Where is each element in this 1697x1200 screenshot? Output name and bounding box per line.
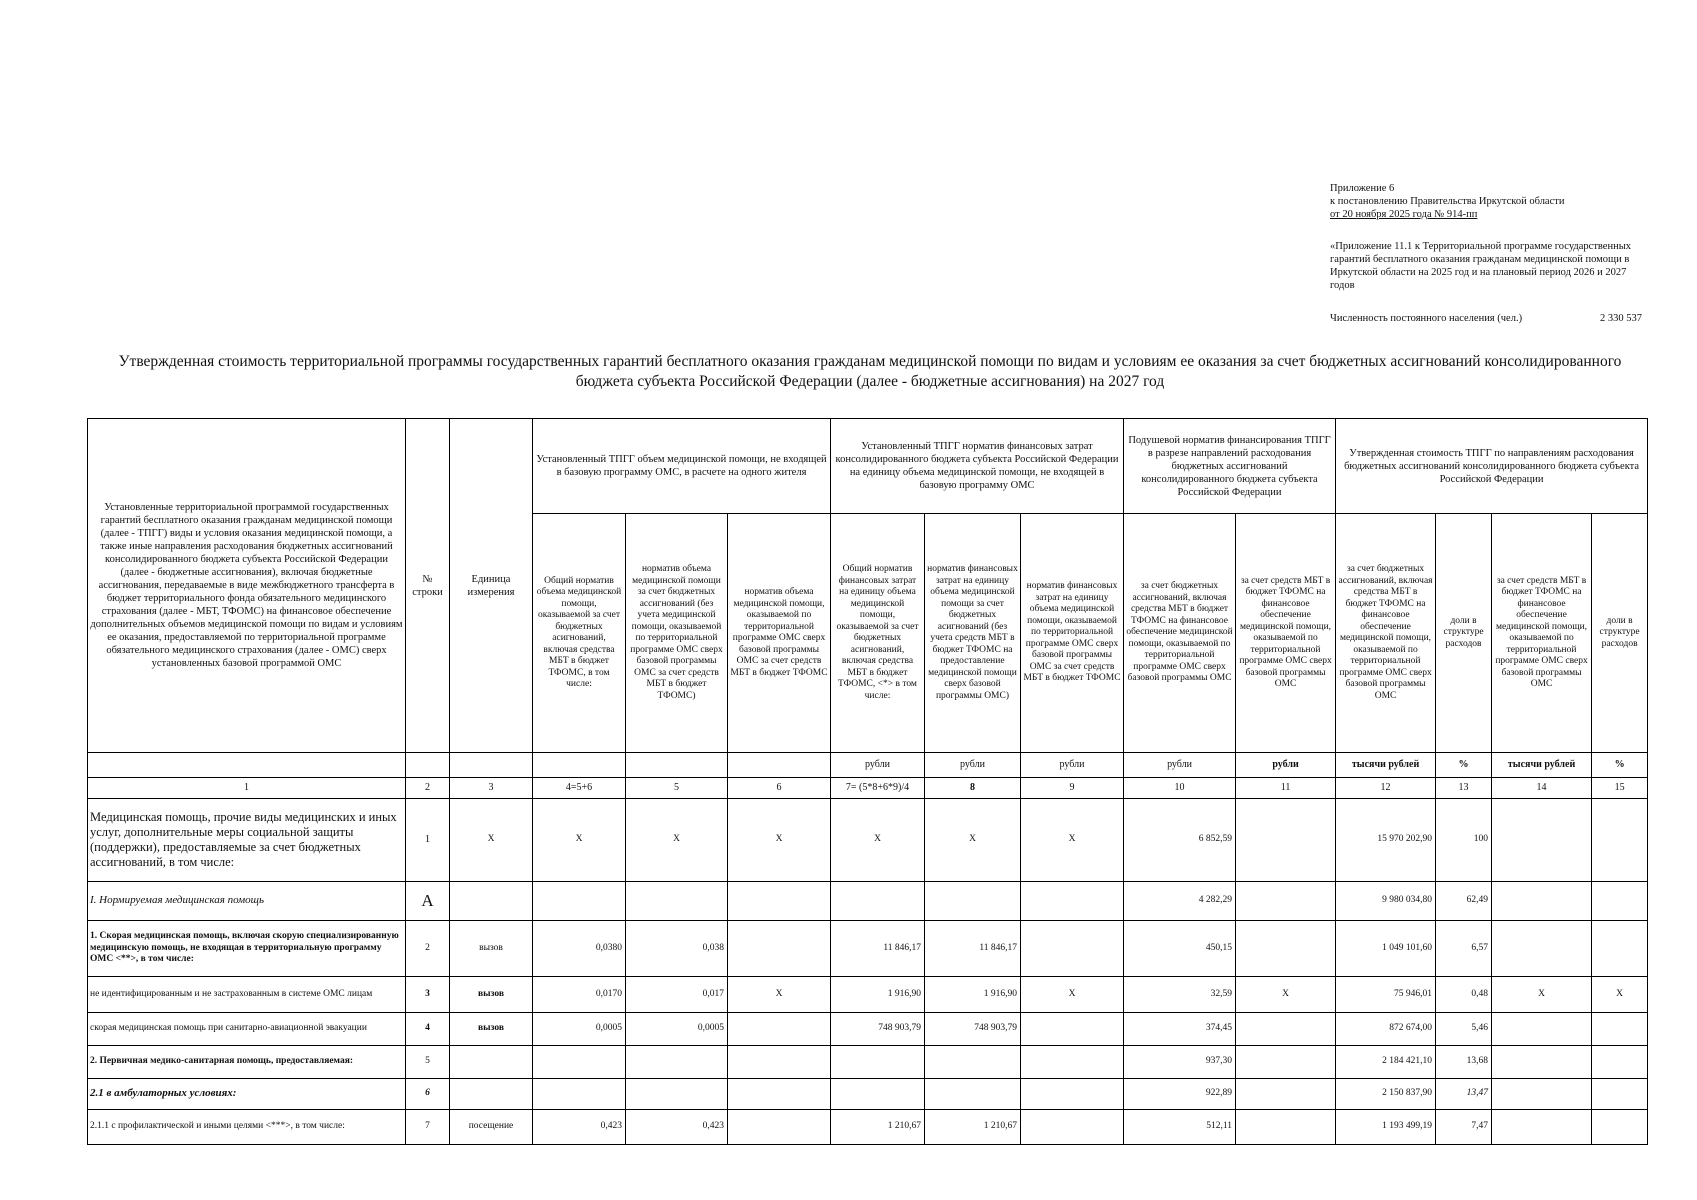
cell-c8: 11 846,17 [925, 921, 1021, 977]
column-number: 2 [406, 778, 450, 799]
cell-c9 [1021, 882, 1124, 921]
cell-c6 [728, 1110, 831, 1145]
column-number: 11 [1236, 778, 1336, 799]
unit-cell: рубли [1021, 753, 1124, 778]
cell-c12: 872 674,00 [1336, 1013, 1436, 1046]
cell-c5 [626, 882, 728, 921]
cell-c5 [626, 1046, 728, 1079]
subheader-c9: норматив финансовых затрат на единицу объема медицинской помощи, оказываемой по территориальной программе ОМС сверх базовой программы ОМС за счет средств МБТ в бюджет ТФОМС [1021, 514, 1124, 753]
unit-cell: % [1592, 753, 1648, 778]
row-name: скорая медицинская помощь при санитарно-авиационной эвакуации [88, 1013, 406, 1046]
unit-cell: рубли [831, 753, 925, 778]
cell-c13: 13,47 [1436, 1079, 1492, 1110]
unit-cell [450, 753, 533, 778]
cell-c14 [1492, 799, 1592, 882]
cell-c15 [1592, 882, 1648, 921]
row-name: 2.1 в амбулаторных условиях: [88, 1079, 406, 1110]
population-label: Численность постоянного населения (чел.) [1330, 313, 1523, 324]
cell-c9: Х [1021, 799, 1124, 882]
table-row [88, 799, 1648, 882]
cell-c12: 15 970 202,90 [1336, 799, 1436, 882]
cell-c7 [831, 1079, 925, 1110]
cell-c4: Х [533, 799, 626, 882]
cell-c12: 1 193 499,19 [1336, 1110, 1436, 1145]
cell-c13: 7,47 [1436, 1110, 1492, 1145]
annex-title: Приложение 6 [1330, 183, 1395, 194]
cell-c14 [1492, 921, 1592, 977]
cell-c9 [1021, 1110, 1124, 1145]
cell-c4 [533, 882, 626, 921]
cell-c10: 4 282,29 [1124, 882, 1236, 921]
population-value: 2 330 537 [1600, 313, 1642, 324]
cell-c6 [728, 921, 831, 977]
cell-c12: 2 150 837,90 [1336, 1079, 1436, 1110]
column-number: 13 [1436, 778, 1492, 799]
table-row [88, 1013, 1648, 1046]
header-per-capita: Подушевой норматив финансирования ТПГГ в разрезе направлений расходования бюджетных ассигнований консолидированного бюджета субъекта Российской Федерации [1124, 419, 1336, 514]
cell-c15 [1592, 1046, 1648, 1079]
population-line [1330, 313, 1642, 324]
cell-c14 [1492, 882, 1592, 921]
table-row [88, 1046, 1648, 1079]
row-number: 5 [406, 1046, 450, 1079]
column-number: 15 [1592, 778, 1648, 799]
annex-to: к постановлению Правительства Иркутской области [1330, 196, 1565, 207]
column-number: 6 [728, 778, 831, 799]
cell-c15 [1592, 921, 1648, 977]
units-row [88, 753, 1648, 778]
cell-c4: 0,0170 [533, 977, 626, 1013]
row-name: не идентифицированным и не застрахованным в системе ОМС лицам [88, 977, 406, 1013]
row-unit [450, 1046, 533, 1079]
cell-c11 [1236, 1046, 1336, 1079]
row-name: Медицинская помощь, прочие виды медицинских и иных услуг, дополнительные меры социальной защиты (поддержки), предоставляемые за счет бюджетных ассигнований, в том числе: [88, 799, 406, 882]
unit-cell: рубли [1124, 753, 1236, 778]
subheader-c10: за счет бюджетных ассигнований, включая средства МБТ в бюджет ТФОМС на финансовое обеспечение медицинской помощи, оказываемой по территориальной программе ОМС сверх базовой программы ОМС [1124, 514, 1236, 753]
cell-c6 [728, 1013, 831, 1046]
cell-c14: Х [1492, 977, 1592, 1013]
unit-cell: тысячи рублей [1492, 753, 1592, 778]
row-number: 2 [406, 921, 450, 977]
subheader-c11: за счет средств МБТ в бюджет ТФОМС на финансовое обеспечение медицинской помощи, оказываемой по территориальной программе ОМС сверх базовой программы ОМС [1236, 514, 1336, 753]
unit-cell: % [1436, 753, 1492, 778]
subheader-c6: норматив объема медицинской помощи, оказываемой по территориальной программе ОМС сверх базовой программы ОМС за счет средств МБТ в бюджет ТФОМС [728, 514, 831, 753]
column-number: 9 [1021, 778, 1124, 799]
cell-c13: 0,48 [1436, 977, 1492, 1013]
cell-c4: 0,0005 [533, 1013, 626, 1046]
cell-c12: 1 049 101,60 [1336, 921, 1436, 977]
cell-c11 [1236, 1013, 1336, 1046]
cell-c10: 512,11 [1124, 1110, 1236, 1145]
cell-c12: 2 184 421,10 [1336, 1046, 1436, 1079]
unit-cell [533, 753, 626, 778]
row-name: I. Нормируемая медицинская помощь [88, 882, 406, 921]
annex-block [1330, 182, 1564, 221]
annex-date: от 20 ноября 2025 года № 914-пп [1330, 209, 1478, 220]
cell-c13: 6,57 [1436, 921, 1492, 977]
subheader-c5: норматив объема медицинской помощи за счет бюджетных ассигнований (без учета медицинской помощи, оказываемой по территориальной программе ОМС сверх базовой программы ОМС за счет средств МБТ в бюджет ТФОМС) [626, 514, 728, 753]
cell-c7 [831, 1046, 925, 1079]
row-name: 2.1.1 с профилактической и иными целями <***>, в том числе: [88, 1110, 406, 1145]
cell-c15: Х [1592, 977, 1648, 1013]
cell-c11 [1236, 799, 1336, 882]
row-unit: посещение [450, 1110, 533, 1145]
unit-cell [728, 753, 831, 778]
cell-c8 [925, 1079, 1021, 1110]
cell-c10: 450,15 [1124, 921, 1236, 977]
cell-c15 [1592, 1079, 1648, 1110]
cell-c11: Х [1236, 977, 1336, 1013]
column-number: 12 [1336, 778, 1436, 799]
cell-c13: 100 [1436, 799, 1492, 882]
cell-c14 [1492, 1013, 1592, 1046]
cell-c10: 374,45 [1124, 1013, 1236, 1046]
cell-c10: 922,89 [1124, 1079, 1236, 1110]
cell-c7: 1 916,90 [831, 977, 925, 1013]
subheader-c8: норматив финансовых затрат на единицу объема медицинской помощи за счет бюджетных асигнований (без учета средств МБТ в бюджет ТФОМС на предоставление медицинской помощи сверх базовой программы ОМС) [925, 514, 1021, 753]
cell-c10: 32,59 [1124, 977, 1236, 1013]
cell-c8: 1 210,67 [925, 1110, 1021, 1145]
cell-c7 [831, 882, 925, 921]
row-unit: вызов [450, 1013, 533, 1046]
table-row [88, 1110, 1648, 1145]
unit-cell [626, 753, 728, 778]
column-number: 4=5+6 [533, 778, 626, 799]
cell-c8: 1 916,90 [925, 977, 1021, 1013]
cell-c4: 0,0380 [533, 921, 626, 977]
cell-c6: Х [728, 977, 831, 1013]
cell-c5 [626, 1079, 728, 1110]
cell-c15 [1592, 1013, 1648, 1046]
cell-c5: 0,423 [626, 1110, 728, 1145]
header-volume: Установленный ТПГГ объем медицинской помощи, не входящей в базовую программу ОМС, в расчете на одного жителя [533, 419, 831, 514]
column-number: 3 [450, 778, 533, 799]
cell-c14 [1492, 1046, 1592, 1079]
column-number: 8 [925, 778, 1021, 799]
subheader-c12: за счет бюджетных ассигнований, включая средства МБТ в бюджет ТФОМС на финансовое обеспечение медицинской помощи, оказываемой по территориальной программе ОМС сверх базовой программы ОМС [1336, 514, 1436, 753]
cell-c8: 748 903,79 [925, 1013, 1021, 1046]
header-unit: Единица измерения [450, 419, 533, 753]
row-number: 6 [406, 1079, 450, 1110]
column-number-row [88, 778, 1648, 799]
cell-c14 [1492, 1110, 1592, 1145]
cell-c5: 0,038 [626, 921, 728, 977]
cell-c6 [728, 882, 831, 921]
table-row [88, 882, 1648, 921]
cell-c14 [1492, 1079, 1592, 1110]
row-number: 1 [406, 799, 450, 882]
column-number: 14 [1492, 778, 1592, 799]
cell-c12: 9 980 034,80 [1336, 882, 1436, 921]
subheader-c15: доли в структуре расходов [1592, 514, 1648, 753]
cell-c5: 0,0005 [626, 1013, 728, 1046]
column-number: 7= (5*8+6*9)/4 [831, 778, 925, 799]
row-name: 1. Скорая медицинская помощь, включая скорую специализированную медицинскую помощь, не входящая в территориальную программу ОМС <**>, в том числе: [88, 921, 406, 977]
subheader-c14: за счет средств МБТ в бюджет ТФОМС на финансовое обеспечение медицинской помощи, оказываемой по территориальной программе ОМС сверх базовой программы ОМС [1492, 514, 1592, 753]
subheader-c7: Общий норматив финансовых затрат на единицу объема медицинской помощи, оказываемой за счет бюджетных асигнований, включая средства МБТ в бюджет ТФОМС, <*> в том числе: [831, 514, 925, 753]
row-name: 2. Первичная медико-санитарная помощь, предоставляемая: [88, 1046, 406, 1079]
cell-c8 [925, 1046, 1021, 1079]
cell-c5: 0,017 [626, 977, 728, 1013]
cell-c7: 11 846,17 [831, 921, 925, 977]
table-row [88, 977, 1648, 1013]
cell-c15 [1592, 799, 1648, 882]
cell-c13: 62,49 [1436, 882, 1492, 921]
cell-c11 [1236, 882, 1336, 921]
cell-c4: 0,423 [533, 1110, 626, 1145]
document-title: Утвержденная стоимость территориальной программы государственных гарантий бесплатного оказания гражданам медицинской помощи по видам и условиям ее оказания за счет бюджетных ассигнований консолидированного бюджета субъекта Российской Федерации (далее - бюджетные ассигнования) на 2027 год [118, 353, 1622, 390]
cell-c7: 748 903,79 [831, 1013, 925, 1046]
cell-c7: 1 210,67 [831, 1110, 925, 1145]
row-number: 3 [406, 977, 450, 1013]
subheader-c4: Общий норматив объема медицинской помощи, оказываемой за счет бюджетных асигнований, включая средства МБТ в бюджет ТФОМС, в том числе: [533, 514, 626, 753]
annex-reference: «Приложение 11.1 к Территориальной программе государственных гарантий бесплатного оказания гражданам медицинской помощи в Иркутской области на 2025 год и на плановый период 2026 и 2027 годов [1330, 241, 1632, 291]
cell-c9 [1021, 1013, 1124, 1046]
row-unit: вызов [450, 921, 533, 977]
cell-c4 [533, 1079, 626, 1110]
table-row [88, 1079, 1648, 1110]
row-unit: вызов [450, 977, 533, 1013]
unit-cell: тысячи рублей [1336, 753, 1436, 778]
cell-c13: 5,46 [1436, 1013, 1492, 1046]
column-number: 5 [626, 778, 728, 799]
cell-c6 [728, 1046, 831, 1079]
unit-cell [406, 753, 450, 778]
unit-cell: рубли [1236, 753, 1336, 778]
header-row-no: № строки [406, 419, 450, 753]
cell-c15 [1592, 1110, 1648, 1145]
cell-c13: 13,68 [1436, 1046, 1492, 1079]
row-unit [450, 1079, 533, 1110]
cell-c6: Х [728, 799, 831, 882]
cell-c8: Х [925, 799, 1021, 882]
unit-cell [88, 753, 406, 778]
cell-c5: Х [626, 799, 728, 882]
cell-c9 [1021, 1079, 1124, 1110]
row-unit: Х [450, 799, 533, 882]
row-number: А [406, 882, 450, 921]
cost-table [87, 418, 1648, 1145]
table-row [88, 921, 1648, 977]
cell-c9 [1021, 1046, 1124, 1079]
cell-c11 [1236, 1079, 1336, 1110]
cell-c7: Х [831, 799, 925, 882]
cell-c11 [1236, 921, 1336, 977]
cell-c12: 75 946,01 [1336, 977, 1436, 1013]
subheader-c13: доли в структуре расходов [1436, 514, 1492, 753]
column-number: 1 [88, 778, 406, 799]
cell-c10: 6 852,59 [1124, 799, 1236, 882]
cell-c6 [728, 1079, 831, 1110]
cell-c4 [533, 1046, 626, 1079]
cell-c8 [925, 882, 1021, 921]
cell-c10: 937,30 [1124, 1046, 1236, 1079]
header-cost-norm: Установленный ТПГГ норматив финансовых затрат консолидированного бюджета субъекта Российской Федерации на единицу объема медицинской помощи, не входящей в базовую программу ОМС [831, 419, 1124, 514]
cell-c9: Х [1021, 977, 1124, 1013]
header-approved-cost: Утвержденная стоимость ТПГГ по направлениям расходования бюджетных ассигнований консолидированного бюджета субъекта Российской Федерации [1336, 419, 1648, 514]
column-number: 10 [1124, 778, 1236, 799]
header-name: Установленные территориальной программой государственных гарантий бесплатного оказания гражданам медицинской помощи (далее - ТПГГ) виды и условия оказания медицинской помощи, а также иные направления расходования бюджетных ассигнований консолидированного бюджета субъекта Российской Федерации (далее - бюджетные ассигнования), включая бюджетные ассигнования, передаваемые в виде межбюджетного трансферта в бюджет территориального фонда обязательного медицинского страхования (далее - МБТ, ТФОМС) на финансовое обеспечение дополнительных объемов медицинской помощи по видам и условиям ее оказания, предоставляемой по территориальной программе обязательного медицинского страхования (далее - ОМС) сверх установленных базовой программой ОМС [88, 419, 406, 753]
row-unit [450, 882, 533, 921]
row-number: 7 [406, 1110, 450, 1145]
row-number: 4 [406, 1013, 450, 1046]
cell-c11 [1236, 1110, 1336, 1145]
unit-cell: рубли [925, 753, 1021, 778]
cell-c9 [1021, 921, 1124, 977]
